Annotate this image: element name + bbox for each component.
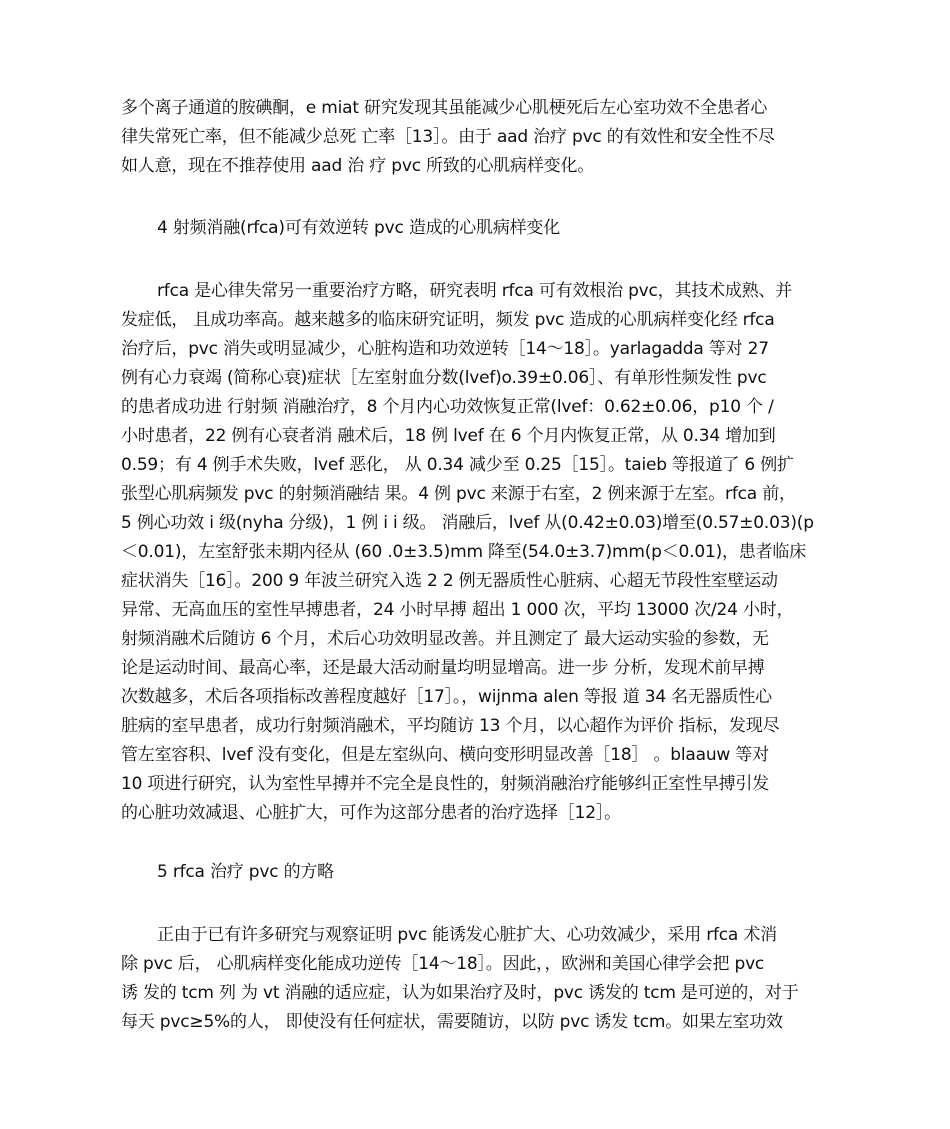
text-line: 每天 pvc≥5%的人， 即使没有任何症状，需要随访，以防 pvc 诱发 tcm。如果左室功效 (121, 1012, 783, 1032)
text-line: 管左室容积、lvef 没有变化，但是左室纵向、横向变形明显改善［18］ 。blaauw 等对 (121, 745, 769, 765)
text-line: 如人意，现在不推荐使用 aad 治 疗 pvc 所致的心肌病样变化。 (121, 156, 595, 176)
text-line: 5 例心功效 i 级(nyha 分级)，1 例 i i 级。 消融后，lvef 从(0.42±0.03)增至(0.57±0.03)(p (121, 513, 814, 533)
text-line: 论是运动时间、最高心率，还是最大活动耐量均明显增高。进一步 分析，发现术前早搏 (121, 658, 765, 678)
text-line: 的患者成功进 行射频 消融治疗，8 个月内心功效恢复正常(lvef：0.62±0.06，p10 个 / (121, 397, 774, 417)
text-line: 律失常死亡率，但不能减少总死 亡率［13］。由于 aad 治疗 pvc 的有效性和安全性不尽 (121, 127, 775, 147)
text-line: 10 项进行研究，认为室性早搏并不完全是良性的，射频消融治疗能够纠正室性早搏引发 (121, 774, 770, 794)
text-line: 诱 发的 tcm 列 为 vt 消融的适应症，认为如果治疗及时，pvc 诱发的 tcm 是可逆的，对于 (121, 983, 799, 1003)
text-line: 射频消融术后随访 6 个月，术后心功效明显改善。并且测定了 最大运动实验的参数，无 (121, 629, 769, 649)
text-line: 张型心肌病频发 pvc 的射频消融结 果。4 例 pvc 来源于右室，2 例来源于左室。rfca 前， (121, 484, 796, 504)
section-heading: 4 射频消融(rfca)可有效逆转 pvc 造成的心肌病样变化 (157, 218, 561, 238)
text-line: 治疗后，pvc 消失或明显减少，心脏构造和功效逆转［14～18］。yarlagadda 等对 27 (121, 339, 769, 359)
text-line: ＜0.01)，左室舒张未期内径从 (60 .0±3.5)mm 降至(54.0±3.7)mm(p＜0.01)，患者临床 (121, 542, 807, 562)
text-line: 异常、无高血压的室性早搏患者，24 小时早搏 超出 1 000 次，平均 13000 次/24 小时， (121, 600, 794, 620)
text-line: 发症低， 且成功率高。越来越多的临床研究证明，频发 pvc 造成的心肌病样变化经 rfca (121, 310, 775, 330)
text-line: 次数越多，术后各项指标改善程度越好［17］。，wijnma alen 等报 道 34 名无器质性心 (121, 687, 772, 707)
text-line: 小时患者，22 例有心衰者消 融术后，18 例 lvef 在 6 个月内恢复正常，从 0.34 增加到 (121, 426, 776, 446)
text-line: rfca 是心律失常另一重要治疗方略，研究表明 rfca 可有效根治 pvc，其技术成熟、并 (157, 281, 793, 301)
section-heading: 5 rfca 治疗 pvc 的方略 (157, 862, 334, 882)
text-line: 正由于已有许多研究与观察证明 pvc 能诱发心脏扩大、心功效减少，采用 rfca 术消 (157, 925, 777, 945)
text-line: 症状消失［16］。200 9 年波兰研究入选 2 2 例无器质性心脏病、心超无节段性室壁运动 (121, 571, 778, 591)
text-line: 多个离子通道的胺碘酮，e miat 研究发现其虽能减少心肌梗死后左心室功效不全患者心 (121, 98, 768, 118)
text-line: 除 pvc 后， 心肌病样变化能成功逆传［14～18］。因此，，欧洲和美国心律学会把 pvc (121, 954, 765, 974)
text-line: 例有心力衰竭 (简称心衰)症状［左室射血分数(lvef)o.39±0.06］、有单形性频发性 pvc (121, 368, 767, 388)
text-line: 脏病的室早患者，成功行射频消融术，平均随访 13 个月，以心超作为评价 指标，发现尽 (121, 716, 780, 736)
text-line: 的心脏功效减退、心脏扩大，可作为这部分患者的治疗选择［12］。 (121, 803, 621, 823)
text-line: 0.59；有 4 例手术失败，lvef 恶化， 从 0.34 减少至 0.25［15］。taieb 等报道了 6 例扩 (121, 455, 794, 475)
